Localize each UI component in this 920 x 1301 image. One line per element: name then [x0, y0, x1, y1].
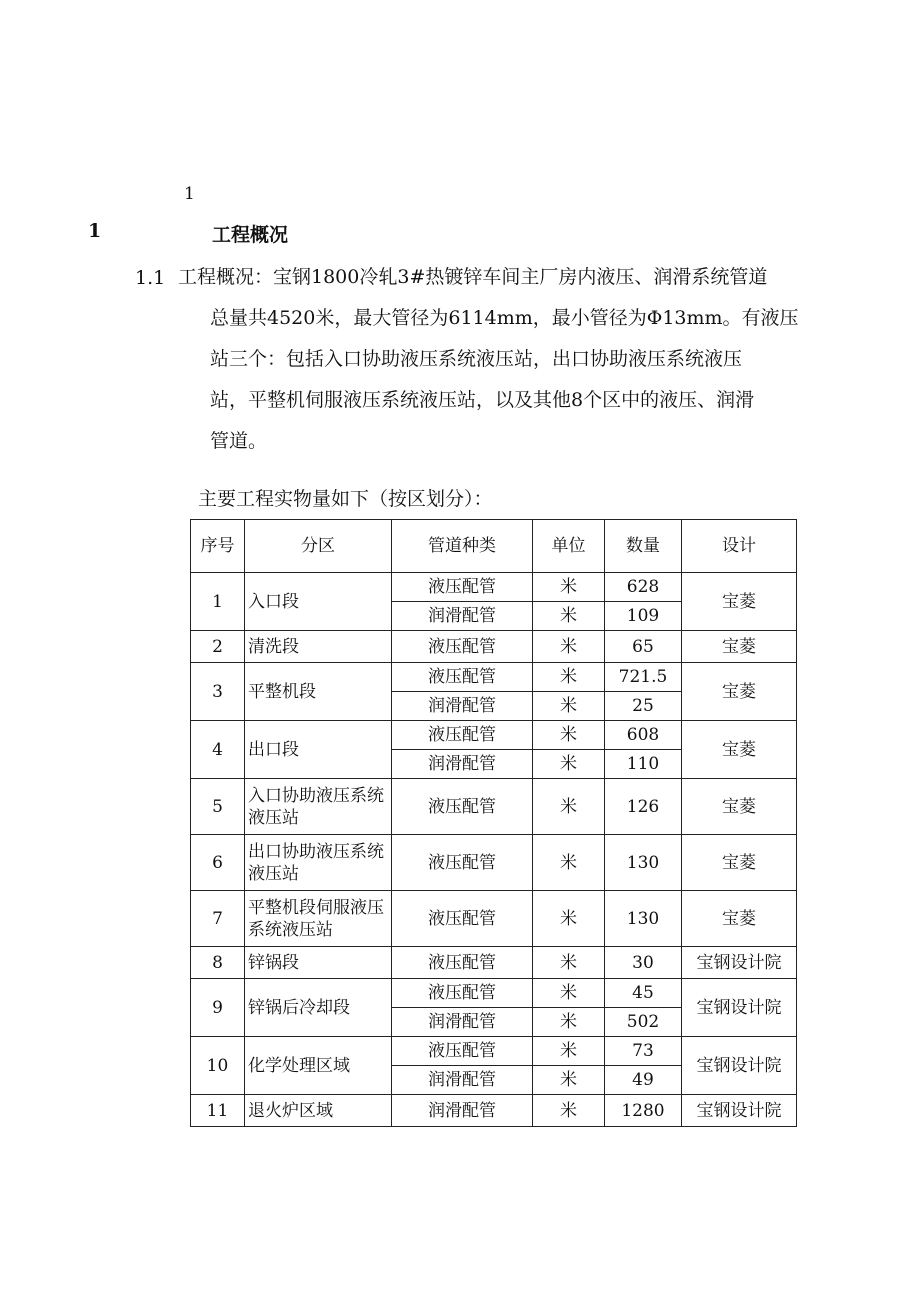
table-row [191, 721, 797, 750]
table-header-row [191, 520, 797, 573]
cell-design: 宝菱 [682, 779, 797, 835]
cell-design: 宝菱 [682, 631, 797, 663]
table-row [191, 891, 797, 947]
cell-zone: 平整机段 [245, 663, 392, 721]
cell-unit: 米 [533, 1095, 605, 1127]
table-row [191, 631, 797, 663]
cell-type: 液压配管 [392, 721, 533, 750]
table-row [191, 573, 797, 602]
cell-zone: 化学处理区域 [245, 1037, 392, 1095]
cell-unit: 米 [533, 1066, 605, 1095]
cell-qty: 130 [605, 835, 682, 891]
cell-qty: 30 [605, 947, 682, 979]
cell-no: 4 [191, 721, 245, 779]
cell-no: 7 [191, 891, 245, 947]
subsection-number: 1.1 [135, 267, 166, 289]
cell-design: 宝菱 [682, 835, 797, 891]
cell-unit: 米 [533, 573, 605, 602]
table-caption: 主要工程实物量如下（按区划分）： [198, 488, 493, 510]
cell-no: 6 [191, 835, 245, 891]
table-row [191, 979, 797, 1008]
overview-paragraph [178, 257, 798, 462]
cell-unit: 米 [533, 779, 605, 835]
table-row [191, 1037, 797, 1066]
cell-no: 5 [191, 779, 245, 835]
cell-qty: 25 [605, 692, 682, 721]
cell-no: 3 [191, 663, 245, 721]
cell-zone: 出口协助液压系统液压站 [245, 835, 392, 891]
cell-unit: 米 [533, 835, 605, 891]
cell-design: 宝菱 [682, 891, 797, 947]
section-title: 工程概况 [212, 224, 289, 246]
cell-design: 宝钢设计院 [682, 1037, 797, 1095]
cell-no: 9 [191, 979, 245, 1037]
cell-type: 润滑配管 [392, 692, 533, 721]
paragraph-line: 管道。 [210, 430, 268, 452]
cell-qty: 502 [605, 1008, 682, 1037]
cell-type: 润滑配管 [392, 750, 533, 779]
cell-qty: 130 [605, 891, 682, 947]
cell-unit: 米 [533, 663, 605, 692]
cell-qty: 73 [605, 1037, 682, 1066]
header-qty: 数量 [605, 520, 682, 573]
cell-unit: 米 [533, 947, 605, 979]
cell-type: 润滑配管 [392, 1066, 533, 1095]
cell-zone: 清洗段 [245, 631, 392, 663]
cell-type: 液压配管 [392, 835, 533, 891]
table-row [191, 779, 797, 835]
cell-type: 液压配管 [392, 779, 533, 835]
cell-design: 宝钢设计院 [682, 947, 797, 979]
header-no: 序号 [191, 520, 245, 573]
cell-type: 润滑配管 [392, 602, 533, 631]
page-number: 1 [184, 184, 195, 204]
quantity-table [190, 519, 797, 1127]
cell-no: 2 [191, 631, 245, 663]
cell-unit: 米 [533, 692, 605, 721]
cell-qty: 109 [605, 602, 682, 631]
cell-unit: 米 [533, 750, 605, 779]
cell-type: 液压配管 [392, 947, 533, 979]
cell-design: 宝菱 [682, 721, 797, 779]
cell-type: 液压配管 [392, 979, 533, 1008]
cell-qty: 1280 [605, 1095, 682, 1127]
cell-qty: 45 [605, 979, 682, 1008]
header-unit: 单位 [533, 520, 605, 573]
cell-unit: 米 [533, 1037, 605, 1066]
cell-qty: 110 [605, 750, 682, 779]
paragraph-line: 工程概况：宝钢1800冷轧3#热镀锌车间主厂房内液压、润滑系统管道 [178, 266, 768, 288]
cell-design: 宝钢设计院 [682, 1095, 797, 1127]
cell-no: 11 [191, 1095, 245, 1127]
cell-qty: 721.5 [605, 663, 682, 692]
table-row [191, 947, 797, 979]
cell-type: 液压配管 [392, 1037, 533, 1066]
table-row [191, 663, 797, 692]
header-type: 管道种类 [392, 520, 533, 573]
cell-type: 液压配管 [392, 573, 533, 602]
cell-unit: 米 [533, 602, 605, 631]
cell-zone: 入口段 [245, 573, 392, 631]
cell-qty: 49 [605, 1066, 682, 1095]
cell-unit: 米 [533, 721, 605, 750]
section-number: 1 [88, 220, 102, 242]
cell-qty: 65 [605, 631, 682, 663]
cell-zone: 锌锅段 [245, 947, 392, 979]
paragraph-line: 站三个：包括入口协助液压系统液压站，出口协助液压系统液压 [210, 348, 743, 370]
cell-zone: 退火炉区域 [245, 1095, 392, 1127]
cell-qty: 126 [605, 779, 682, 835]
cell-zone: 平整机段伺服液压系统液压站 [245, 891, 392, 947]
cell-unit: 米 [533, 1008, 605, 1037]
paragraph-line: 站，平整机伺服液压系统液压站，以及其他8个区中的液压、润滑 [210, 389, 755, 411]
cell-type: 润滑配管 [392, 1008, 533, 1037]
header-design: 设计 [682, 520, 797, 573]
cell-unit: 米 [533, 631, 605, 663]
cell-design: 宝菱 [682, 663, 797, 721]
cell-type: 润滑配管 [392, 1095, 533, 1127]
cell-zone: 入口协助液压系统液压站 [245, 779, 392, 835]
cell-unit: 米 [533, 891, 605, 947]
table-row [191, 1095, 797, 1127]
cell-zone: 锌锅后冷却段 [245, 979, 392, 1037]
cell-qty: 608 [605, 721, 682, 750]
cell-design: 宝钢设计院 [682, 979, 797, 1037]
cell-type: 液压配管 [392, 663, 533, 692]
cell-unit: 米 [533, 979, 605, 1008]
cell-zone: 出口段 [245, 721, 392, 779]
cell-no: 10 [191, 1037, 245, 1095]
table-row [191, 835, 797, 891]
cell-no: 8 [191, 947, 245, 979]
cell-design: 宝菱 [682, 573, 797, 631]
cell-type: 液压配管 [392, 631, 533, 663]
cell-qty: 628 [605, 573, 682, 602]
paragraph-line: 总量共4520米，最大管径为6114mm，最小管径为Φ13mm。有液压 [210, 307, 799, 329]
header-zone: 分区 [245, 520, 392, 573]
cell-no: 1 [191, 573, 245, 631]
cell-type: 液压配管 [392, 891, 533, 947]
